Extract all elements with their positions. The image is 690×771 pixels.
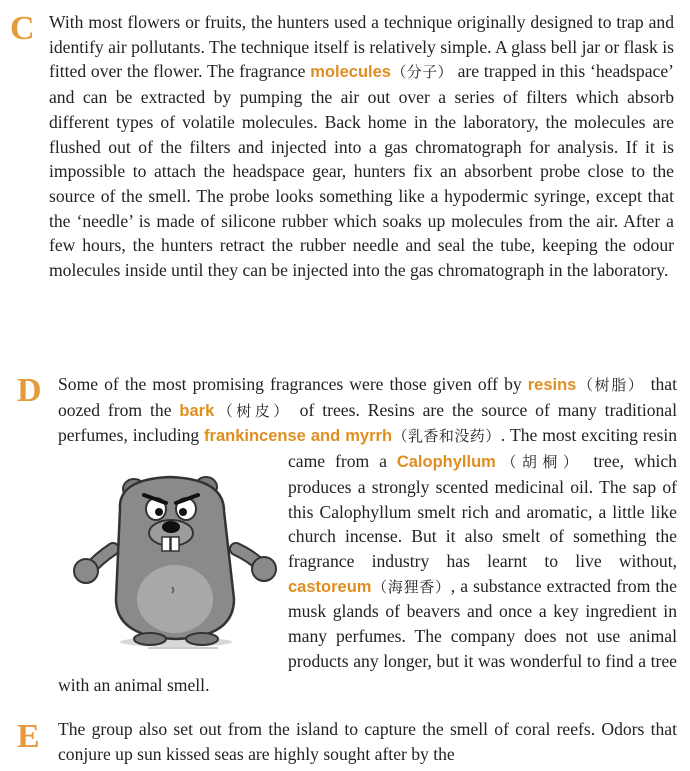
section-letter-e: E <box>17 718 40 755</box>
section-c-text-1: With most flowers or fruits, the hunters used a technique originally designed to trap and identify air pollutants. The technique itself is relatively simple. A glass bell jar or flask is fitted over the flower. The fragrance <box>49 12 674 82</box>
beaver-illustration <box>58 449 284 651</box>
section-c-text-2: are trapped in this ‘headspace’ and can be extracted by pumping the air out over a series of filters which absorb different types of volatile molecules. Back home in the laboratory, the molecules are flushed out of the filters and injected into a gas chromatograph for analysis. If it is impossible to attach the headspace gear, hunters fix an absorbent probe close to the source of the smell. The probe looks something like a hypodermic syringe, except that the ‘needle’ is made of silicone rubber which soaks up molecules from the air. After a few hours, the hunters retract the rubber needle and seal the tube, keeping the odour molecules inside until they can be injected into the gas chromatograph in the laboratory. <box>49 61 674 281</box>
section-d-text-2: that oozed from the <box>58 374 677 420</box>
gloss-resins: （树脂） <box>576 376 645 394</box>
gloss-bark: （树皮） <box>214 401 292 420</box>
angry-beaver-image <box>58 449 284 651</box>
keyword-resins: resins <box>527 376 577 394</box>
gloss-castoreum: （海狸香） <box>371 577 451 596</box>
section-d-paragraph <box>58 372 677 698</box>
keyword-molecules: molecules <box>310 63 391 82</box>
section-letter-c: C <box>10 10 35 47</box>
section-e-text-1: The group also set out from the island to capture the smell of coral reefs. Odors that conjure up sun kissed seas are highly sought after by the <box>58 719 677 764</box>
gloss-molecules: （分子） <box>390 63 453 82</box>
section-d-text-4: . The most exciting resin came from a <box>288 425 678 472</box>
section-c-paragraph <box>49 10 674 283</box>
keyword-calophyllum: Calophyllum <box>396 453 496 472</box>
section-d-text-3: of trees. Resins are the source of many traditional perfumes, including <box>58 399 677 446</box>
keyword-bark: bark <box>179 401 215 420</box>
section-d-text-1: Some of the most promising fragrances were those given off by <box>58 374 528 394</box>
section-d-text-6: , a substance extracted from the musk glands of beavers and once a key ingredient in many perfumes. The company does not use animal products any longer, but it was wonderful to find a tree with an animal smell. <box>58 575 677 696</box>
gloss-calophyllum: （胡桐） <box>495 453 584 472</box>
gloss-frankincense-myrrh: （乳香和没药） <box>392 427 501 446</box>
keyword-castoreum: castoreum <box>288 577 372 596</box>
section-e-paragraph <box>58 717 677 766</box>
keyword-frankincense-myrrh: frankincense and myrrh <box>204 427 393 446</box>
section-d-text-5: tree, which produces a strongly scented medicinal oil. The sap of this Calophyllum smelt rich and aromatic, a little like church incense. But it also smelt of something the fragrance industry has learnt to live without, <box>288 451 677 571</box>
section-letter-d: D <box>17 372 42 409</box>
